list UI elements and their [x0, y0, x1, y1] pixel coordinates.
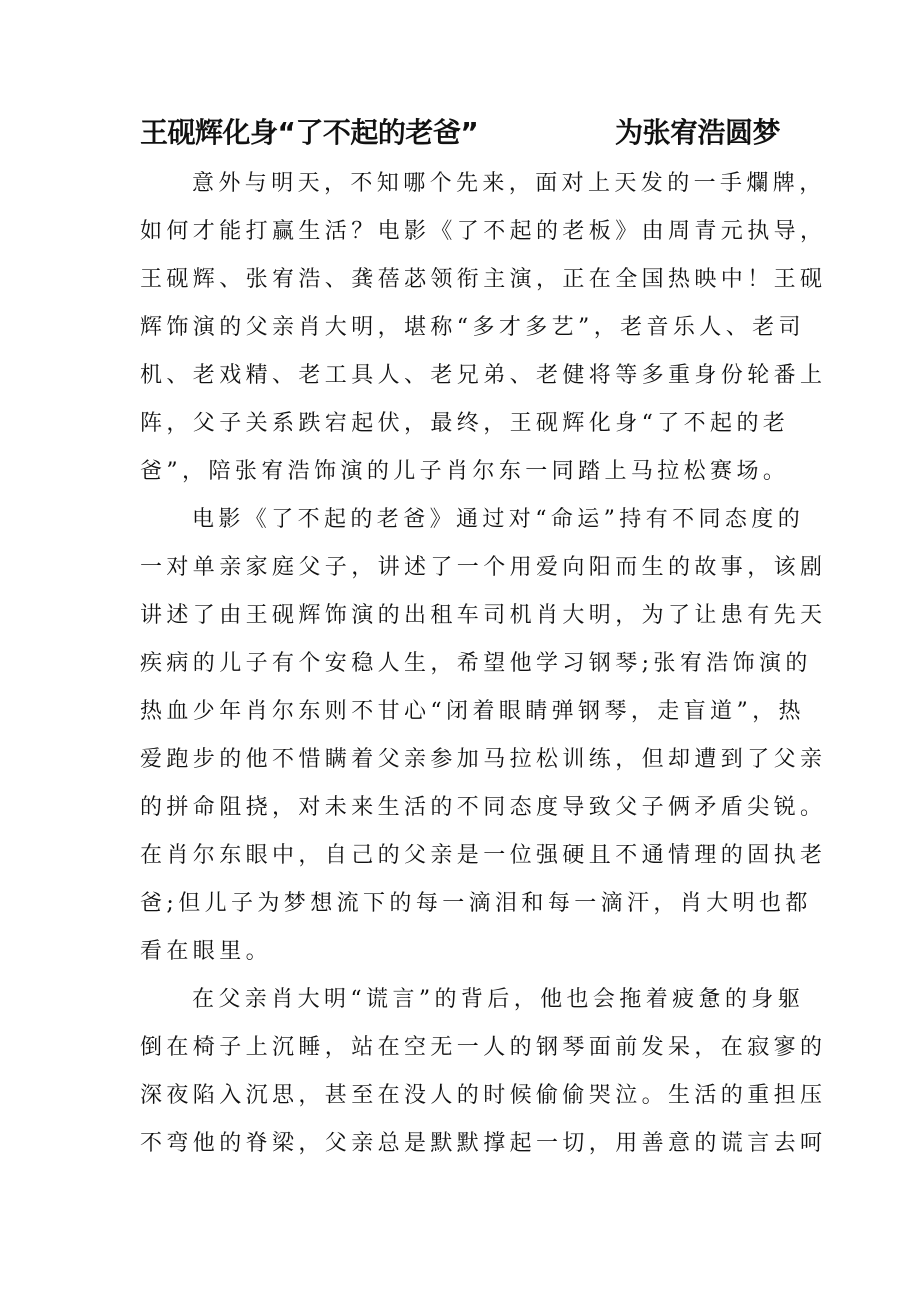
paragraph-line: 机、老戏精、老工具人、老兄弟、老健将等多重身份轮番上: [140, 363, 827, 388]
paragraph-line: 辉饰演的父亲肖大明，堪称“多才多艺”，老音乐人、老司: [140, 315, 805, 340]
paragraph-line: 阵，父子关系跌宕起伏，最终，王砚辉化身“了不起的老: [140, 411, 790, 436]
article-title: [140, 112, 780, 154]
paragraph-line: 如何才能打赢生活？电影《了不起的老板》由周青元执导，: [140, 219, 827, 244]
paragraph-line: 不弯他的脊梁，父亲总是默默撑起一切，用善意的谎言去呵: [140, 1131, 827, 1156]
paragraph-line: 看在眼里。: [140, 939, 273, 964]
document-page: [140, 112, 827, 1168]
paragraph-line: 的拼命阻挠，对未来生活的不同态度导致父子俩矛盾尖锐。: [140, 795, 827, 820]
paragraph-line: 在父亲肖大明“谎言”的背后，他也会拖着疲惫的身躯: [192, 987, 805, 1012]
paragraph-line: 疾病的儿子有个安稳人生，希望他学习钢琴;张宥浩饰演的: [140, 651, 812, 676]
paragraph-line: 深夜陷入沉思，甚至在没人的时候偷偷哭泣。生活的重担压: [140, 1083, 827, 1108]
paragraph-line: 倒在椅子上沉睡，站在空无一人的钢琴面前发呆，在寂寥的: [140, 1035, 827, 1060]
paragraph-line: 在肖尔东眼中，自己的父亲是一位强硬且不通情理的固执老: [140, 843, 827, 868]
paragraph-1: [140, 160, 827, 496]
paragraph-line: 电影《了不起的老爸》通过对“命运”持有不同态度的: [192, 507, 805, 532]
paragraph-line: 一对单亲家庭父子，讲述了一个用爱向阳而生的故事，该剧: [140, 555, 827, 580]
title-part-2: 为张宥浩圆梦: [614, 116, 780, 149]
title-part-1: 王砚辉化身“了不起的老爸”: [140, 116, 479, 149]
paragraph-line: 王砚辉、张宥浩、龚蓓苾领衔主演，正在全国热映中！王砚: [140, 267, 827, 292]
paragraph-line: 爸”，陪张宥浩饰演的儿子肖尔东一同踏上马拉松赛场。: [140, 459, 790, 484]
paragraph-line: 热血少年肖尔东则不甘心“闭着眼睛弹钢琴，走盲道”，热: [140, 699, 805, 724]
paragraph-line: 爱跑步的他不惜瞒着父亲参加马拉松训练，但却遭到了父亲: [140, 747, 827, 772]
paragraph-line: 意外与明天，不知哪个先来，面对上天发的一手爛牌，: [192, 171, 826, 196]
paragraph-2: [140, 496, 827, 976]
paragraph-line: 讲述了由王砚辉饰演的出租车司机肖大明，为了让患有先天: [140, 603, 827, 628]
paragraph-3: [140, 976, 827, 1168]
paragraph-line: 爸;但儿子为梦想流下的每一滴泪和每一滴汗，肖大明也都: [140, 891, 812, 916]
title-gap: [478, 112, 615, 154]
